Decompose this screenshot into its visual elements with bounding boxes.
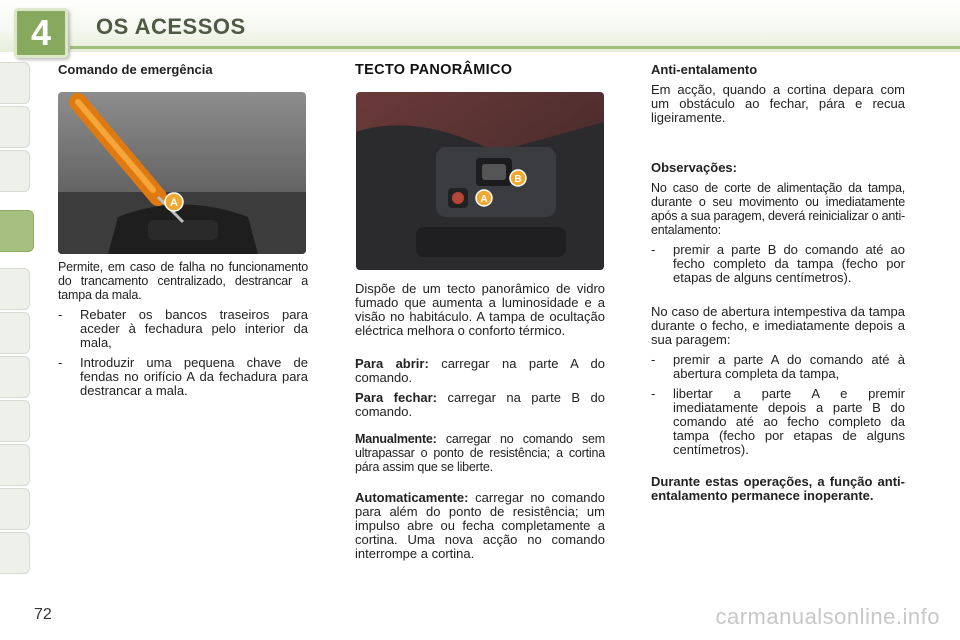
anti-pinch-text: Em acção, quando a cortina depara com um obstáculo ao fechar, pára e recua ligeiramente.: [651, 82, 905, 125]
page-number: 72: [34, 606, 52, 623]
list-item: - Rebater os bancos traseiros para aceder à fechadura pelo interior da mala,: [58, 307, 308, 350]
chapter-tab[interactable]: [0, 62, 30, 104]
panoramic-text: [355, 282, 605, 561]
photo-label-b: B: [514, 174, 522, 185]
chapter-tab[interactable]: [0, 444, 30, 486]
list-item: - premir a parte A do comando até à abertura completa da tampa,: [651, 352, 905, 381]
anti-pinch-heading: Anti-entalamento: [651, 62, 758, 77]
warning-text: Durante estas operações, a função anti-entalamento permanece inoperante.: [651, 474, 905, 503]
chapter-tab[interactable]: [0, 356, 30, 398]
list-item: - Introduzir uma pequena chave de fendas no orifício A da fechadura para destrancar a mala.: [58, 355, 308, 398]
header-rule: [70, 46, 960, 49]
open-instruction: Para abrir: carregar na parte A do comando.: [355, 356, 605, 385]
chapter-title: OS ACESSOS: [96, 14, 246, 39]
list-item: - libertar a parte A e premir imediatamente depois a parte B do comando até ao fecho completo da tampa (fecho por etapas de alguns centímetros).: [651, 386, 905, 457]
chapter-tab[interactable]: [0, 532, 30, 574]
auto-instruction: Automaticamente: carregar no comando para além do ponto de resistência; um impulso abre ou fecha completamente a cortina. Uma nova acção no comando interrompe a cortina.: [355, 490, 605, 561]
chapter-tab[interactable]: [0, 488, 30, 530]
panoramic-intro: Dispõe de um tecto panorâmico de vidro fumado que aumenta a luminosidade e a visão no habitáculo. A tampa de ocultação eléctrica melhora o conforto térmico.: [355, 281, 605, 338]
chapter-tab[interactable]: [0, 312, 30, 354]
chapter-tab-active[interactable]: [0, 210, 34, 252]
emergency-text: [58, 260, 308, 398]
observations-heading: Observações:: [651, 160, 737, 175]
interrupt-text: No caso de abertura intempestiva da tampa durante o fecho, e imediatamente depois a sua paragem:: [651, 304, 905, 347]
emergency-release-photo: [58, 92, 306, 254]
chapter-tab[interactable]: [0, 400, 30, 442]
panoramic-heading: TECTO PANORÂMICO: [355, 62, 513, 78]
emergency-intro: Permite, em caso de falha no funcionamento do trancamento centralizado, destrancar a tampa da mala.: [58, 260, 308, 302]
list-item: - premir a parte B do comando até ao fecho completo da tampa (fecho por etapas de alguns centímetros).: [651, 242, 905, 285]
photo-label-a: A: [170, 197, 178, 209]
anti-pinch-section: [651, 63, 905, 503]
emergency-heading: Comando de emergência: [58, 62, 213, 77]
photo-label-a: A: [480, 194, 488, 205]
manual-instruction: Manualmente: carregar no comando sem ultrapassar o ponto de resistência; a cortina pára assim que se liberte.: [355, 432, 605, 474]
observations-text: No caso de corte de alimentação da tampa, durante o seu movimento ou imediatamente após a sua paragem, deverá reinicializar o anti-entalamento:: [651, 181, 905, 237]
watermark: carmanualsonline.info: [715, 604, 940, 629]
chapter-tab[interactable]: [0, 150, 30, 192]
chapter-badge: 4: [14, 8, 68, 58]
chapter-tabs: [0, 62, 30, 582]
chapter-tab[interactable]: [0, 106, 30, 148]
roof-control-photo: [356, 92, 604, 270]
close-instruction: Para fechar: carregar na parte B do comando.: [355, 390, 605, 419]
chapter-tab[interactable]: [0, 268, 30, 310]
